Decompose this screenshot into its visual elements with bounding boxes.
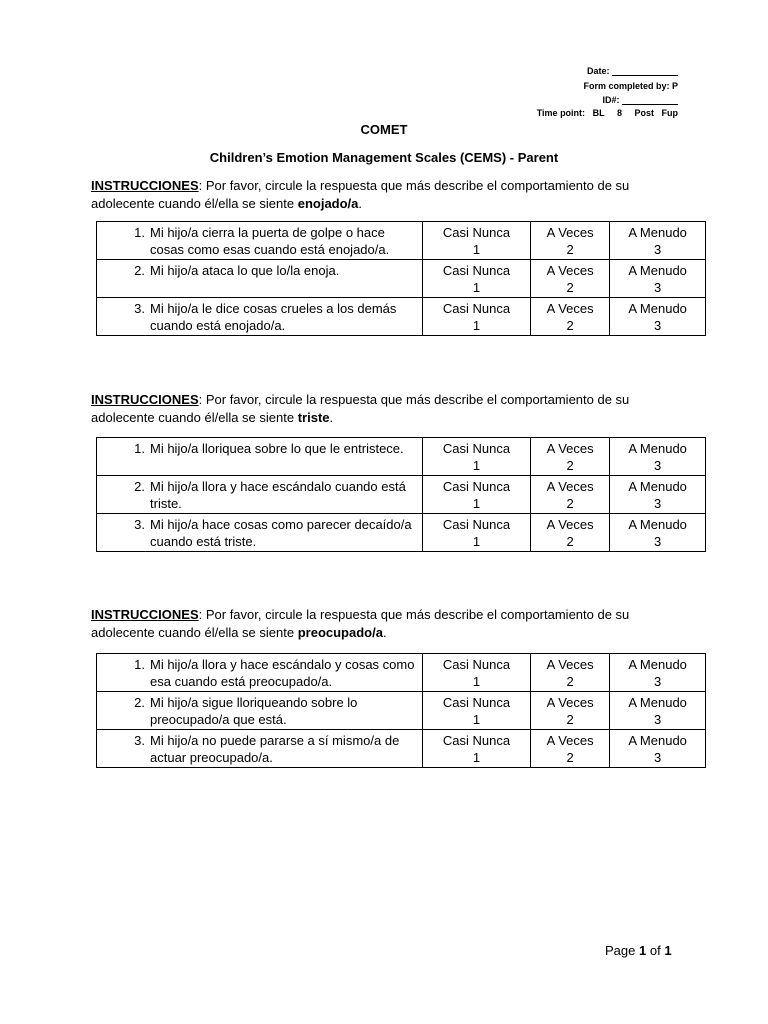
item-text: Mi hijo/a llora y hace escándalo y cosas como esa cuando está preocupado/a. [150,657,415,689]
option-a-veces[interactable] [530,222,609,260]
item-number: 3. [134,301,145,316]
timepoint-label: Time point: [536,108,586,118]
question-item [97,298,423,336]
item-text: Mi hijo/a sigue lloriqueando sobre lo preocupado/a que está. [150,695,358,727]
option-label: Casi Nunca [442,263,511,278]
question-item [97,692,423,730]
date-field [587,66,678,76]
emotion-word: preocupado/a [297,625,383,640]
instructions-text: : Por favor, circule la respuesta que más describe el comportamiento de su adolecente cuando él/ella se siente [91,607,630,640]
option-casi-nunca[interactable] [423,654,531,692]
option-casi-nunca[interactable] [423,298,531,336]
option-value: 1 [472,750,481,765]
option-a-menudo[interactable] [610,692,706,730]
option-a-veces[interactable] [530,692,609,730]
id-label: ID#: [602,95,620,105]
option-label: Casi Nunca [442,225,511,240]
instructions-end: . [329,410,334,425]
option-a-veces[interactable] [530,654,609,692]
item-number: 3. [134,733,145,748]
option-value: 2 [566,496,574,511]
option-a-veces[interactable] [530,298,609,336]
option-a-menudo[interactable] [610,476,706,514]
instructions-keyword: INSTRUCCIONES [91,607,199,622]
option-a-menudo[interactable] [610,260,706,298]
instructions-angry [91,177,691,213]
option-label: A Veces [546,657,594,672]
option-a-menudo[interactable] [610,298,706,336]
option-casi-nunca[interactable] [423,514,531,552]
instructions-keyword: INSTRUCCIONES [91,392,199,407]
question-item [97,654,423,692]
table-row [97,438,706,476]
option-casi-nunca[interactable] [423,222,531,260]
question-item [97,514,423,552]
form-completed-label: Form completed by: P [583,81,678,91]
item-text: Mi hijo/a ataca lo que lo/la enoja. [150,263,340,278]
option-label: A Menudo [628,441,687,456]
option-a-menudo[interactable] [610,654,706,692]
instructions-worried [91,606,691,642]
option-value: 2 [566,318,574,333]
date-label: Date: [586,66,610,76]
item-number: 1. [134,441,145,456]
table-row [97,298,706,336]
option-label: A Menudo [628,301,687,316]
page-title: COMET [360,122,408,137]
option-value: 2 [566,458,574,473]
option-casi-nunca[interactable] [423,476,531,514]
option-label: A Menudo [628,695,687,710]
page-number [605,943,672,958]
option-casi-nunca[interactable] [423,730,531,768]
item-number: 2. [134,695,145,710]
option-label: Casi Nunca [442,695,511,710]
option-value: 1 [472,496,481,511]
question-table-angry [96,221,706,336]
question-item [97,438,423,476]
item-number: 2. [134,263,145,278]
instructions-sad [91,391,691,427]
option-label: A Menudo [628,479,687,494]
option-label: A Veces [546,301,594,316]
item-number: 2. [134,479,145,494]
option-value: 2 [566,534,574,549]
question-item [97,260,423,298]
timepoint-post[interactable]: Post [634,108,654,118]
instructions-text: : Por favor, circule la respuesta que más describe el comportamiento de su adolecente cuando él/ella se siente [91,392,630,425]
page-subtitle: Children’s Emotion Management Scales (CEMS) - Parent [209,150,559,165]
option-a-menudo[interactable] [610,222,706,260]
option-value: 3 [654,674,662,689]
option-label: A Veces [546,695,594,710]
page-word: Page [605,943,636,958]
option-label: A Menudo [628,225,687,240]
option-value: 1 [472,318,481,333]
option-value: 2 [566,712,574,727]
option-label: A Menudo [628,733,687,748]
option-value: 3 [654,318,662,333]
id-field [602,95,678,105]
item-number: 1. [134,225,145,240]
option-a-menudo[interactable] [610,514,706,552]
option-label: A Veces [546,225,594,240]
option-label: Casi Nunca [442,479,511,494]
page-total: 1 [664,943,672,958]
option-value: 3 [654,280,662,295]
option-a-veces[interactable] [530,514,609,552]
timepoint-8[interactable]: 8 [616,108,622,118]
question-item [97,222,423,260]
instructions-text: : Por favor, circule la respuesta que más describe el comportamiento de su adolecente cuando él/ella se siente [91,178,630,211]
table-row [97,654,706,692]
option-a-veces[interactable] [530,730,609,768]
option-value: 1 [472,242,481,257]
table-row [97,222,706,260]
option-label: A Veces [546,479,594,494]
table-row [97,476,706,514]
page-current: 1 [639,943,647,958]
option-value: 1 [472,458,481,473]
item-text: Mi hijo/a le dice cosas crueles a los demás cuando está enojado/a. [150,301,397,333]
option-casi-nunca[interactable] [423,438,531,476]
table-row [97,730,706,768]
timepoint-fup[interactable]: Fup [661,108,678,118]
item-text: Mi hijo/a cierra la puerta de golpe o hace cosas como esas cuando está enojado/a. [150,225,390,257]
question-item [97,730,423,768]
option-label: A Veces [546,441,594,456]
option-a-veces[interactable] [530,476,609,514]
option-label: Casi Nunca [442,301,511,316]
option-value: 3 [654,458,662,473]
option-value: 3 [654,750,662,765]
option-a-menudo[interactable] [610,730,706,768]
item-text: Mi hijo/a hace cosas como parecer decaído/a cuando está triste. [150,517,412,549]
option-value: 3 [654,534,662,549]
timepoint-bl[interactable]: BL [592,108,605,118]
option-a-veces[interactable] [530,438,609,476]
option-label: Casi Nunca [442,733,511,748]
date-blank[interactable] [612,66,678,76]
option-value: 2 [566,242,574,257]
instructions-end: . [382,625,387,640]
item-text: Mi hijo/a lloriquea sobre lo que le entristece. [150,441,404,456]
option-value: 3 [654,712,662,727]
option-value: 2 [566,280,574,295]
instructions-end: . [358,196,363,211]
item-text: Mi hijo/a no puede pararse a sí mismo/a de actuar preocupado/a. [150,733,400,765]
option-value: 1 [472,674,481,689]
emotion-word: enojado/a [297,196,359,211]
option-label: Casi Nunca [442,441,511,456]
option-value: 2 [566,674,574,689]
table-row [97,692,706,730]
of-word: of [649,943,661,958]
option-label: A Menudo [628,657,687,672]
option-value: 1 [472,712,481,727]
timepoint-field [537,108,678,118]
instructions-keyword: INSTRUCCIONES [91,178,199,193]
option-label: A Menudo [628,517,687,532]
table-row [97,260,706,298]
option-label: Casi Nunca [442,517,511,532]
question-table-sad [96,437,706,552]
option-label: A Veces [546,517,594,532]
option-value: 3 [654,242,662,257]
form-completed-by [583,81,678,91]
option-a-veces[interactable] [530,260,609,298]
option-casi-nunca[interactable] [423,692,531,730]
table-row [97,514,706,552]
option-label: A Menudo [628,263,687,278]
option-a-menudo[interactable] [610,438,706,476]
question-table-worried [96,653,706,768]
option-label: A Veces [546,733,594,748]
item-text: Mi hijo/a llora y hace escándalo cuando está triste. [150,479,406,511]
option-label: A Veces [546,263,594,278]
id-blank[interactable] [622,95,678,105]
emotion-word: triste [297,410,330,425]
option-casi-nunca[interactable] [423,260,531,298]
option-value: 1 [472,534,481,549]
option-value: 3 [654,496,662,511]
option-label: Casi Nunca [442,657,511,672]
question-item [97,476,423,514]
item-number: 3. [134,517,145,532]
option-value: 1 [472,280,481,295]
option-value: 2 [566,750,574,765]
item-number: 1. [134,657,145,672]
